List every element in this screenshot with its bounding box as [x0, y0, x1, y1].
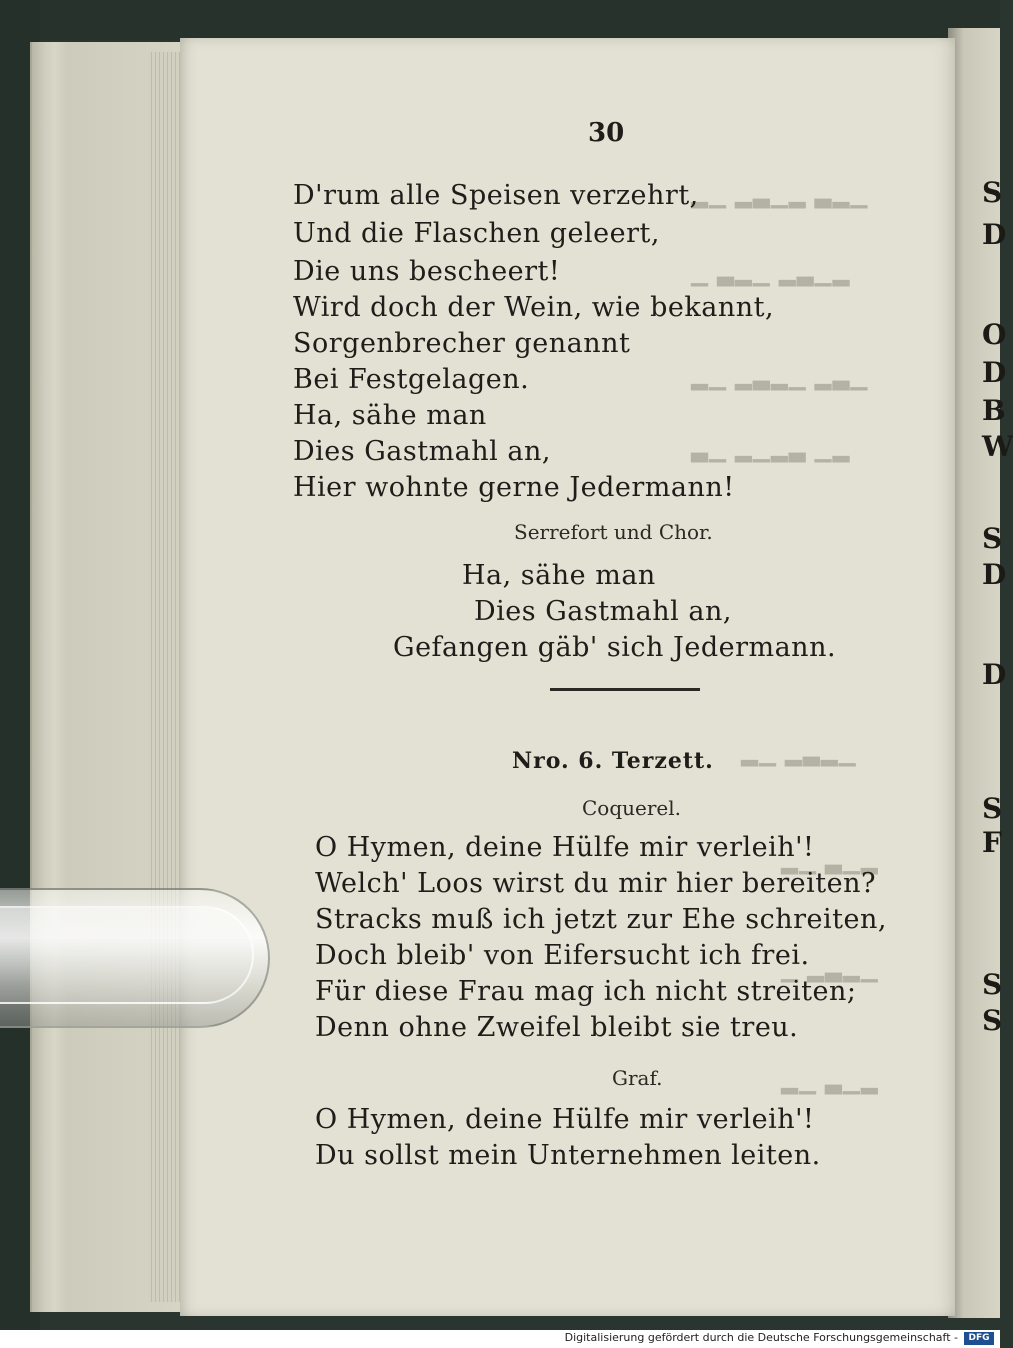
adjacent-page-glyph: D — [982, 356, 1007, 389]
adjacent-page-glyph: O — [982, 318, 1007, 351]
adjacent-page-glyph: S — [982, 522, 1003, 555]
verse-line: O Hymen, deine Hülfe mir verleih'! — [315, 1104, 815, 1135]
page-holder-highlight — [0, 906, 254, 1004]
speaker-label: Coquerel. — [582, 796, 682, 820]
speaker-label: Serrefort und Chor. — [514, 520, 713, 544]
section-heading: Nro. 6. Terzett. — [512, 748, 714, 774]
funding-credit: Digitalisierung gefördert durch die Deutsche Forschungsgemeinschaft - — [564, 1331, 958, 1344]
verse-line: Gefangen gäb' sich Jedermann. — [393, 632, 837, 663]
verse-line: Wird doch der Wein, wie bekannt, — [293, 292, 775, 323]
page-number: 30 — [588, 118, 625, 148]
adjacent-page-glyph: D — [982, 658, 1007, 691]
show-through-text: ▁▂▃ ▂▁▃▂ ▁▂ — [690, 184, 868, 209]
show-through-text: ▁▂▃▂ ▁ — [780, 958, 878, 983]
verse-line: Dies Gastmahl an, — [474, 596, 732, 627]
show-through-text: ▁▂▃▂ ▁▂ — [740, 742, 856, 767]
verse-line: Welch' Loos wirst du mir hier bereiten? — [315, 868, 876, 899]
verse-line: Ha, sähe man — [293, 400, 487, 431]
verse-line: Dies Gastmahl an, — [293, 436, 551, 467]
section-divider — [550, 688, 700, 691]
show-through-text: ▂▁▃ ▁▂ — [780, 850, 878, 875]
scanner-background-top — [0, 0, 1000, 40]
adjacent-page-glyph: S — [982, 792, 1003, 825]
adjacent-page-glyph: S — [982, 1004, 1003, 1037]
verse-line: D'rum alle Speisen verzehrt, — [293, 180, 699, 211]
show-through-text: ▂▁▃ ▁▂ — [780, 1070, 878, 1095]
verse-line: Bei Festgelagen. — [293, 364, 530, 395]
adjacent-page-glyph: D — [982, 558, 1007, 591]
show-through-text: ▁▃▂ ▁▂▃▂ ▁▂ — [690, 366, 868, 391]
dfg-logo: DFG — [964, 1332, 994, 1345]
adjacent-page-glyph: F — [982, 826, 1002, 859]
verse-line: Ha, sähe man — [462, 560, 656, 591]
show-through-text: ▂▁▃▂ ▁▂▃ ▁ — [690, 262, 850, 287]
verse-line: Für diese Frau mag ich nicht streiten; — [315, 976, 857, 1007]
verse-line: Du sollst mein Unternehmen leiten. — [315, 1140, 821, 1171]
verse-line: Stracks muß ich jetzt zur Ehe schreiten, — [315, 904, 887, 935]
speaker-label: Graf. — [612, 1066, 663, 1090]
verse-line: Doch bleib' von Eifersucht ich frei. — [315, 940, 810, 971]
verse-line: Denn ohne Zweifel bleibt sie treu. — [315, 1012, 799, 1043]
show-through-text: ▂▁ ▃▂▁▂ ▁▃ — [690, 438, 850, 463]
adjacent-page-glyph: B — [982, 394, 1006, 427]
verse-line: Hier wohnte gerne Jedermann! — [293, 472, 735, 503]
adjacent-page-glyph: S — [982, 968, 1003, 1001]
verse-line: Sorgenbrecher genannt — [293, 328, 631, 359]
verse-line: Und die Flaschen geleert, — [293, 218, 660, 249]
verse-line: Die uns bescheert! — [293, 256, 561, 287]
adjacent-page-glyph: D — [982, 218, 1007, 251]
adjacent-page-glyph: W — [982, 430, 1013, 463]
adjacent-page-glyph: S — [982, 176, 1003, 209]
verse-line: O Hymen, deine Hülfe mir verleih'! — [315, 832, 815, 863]
